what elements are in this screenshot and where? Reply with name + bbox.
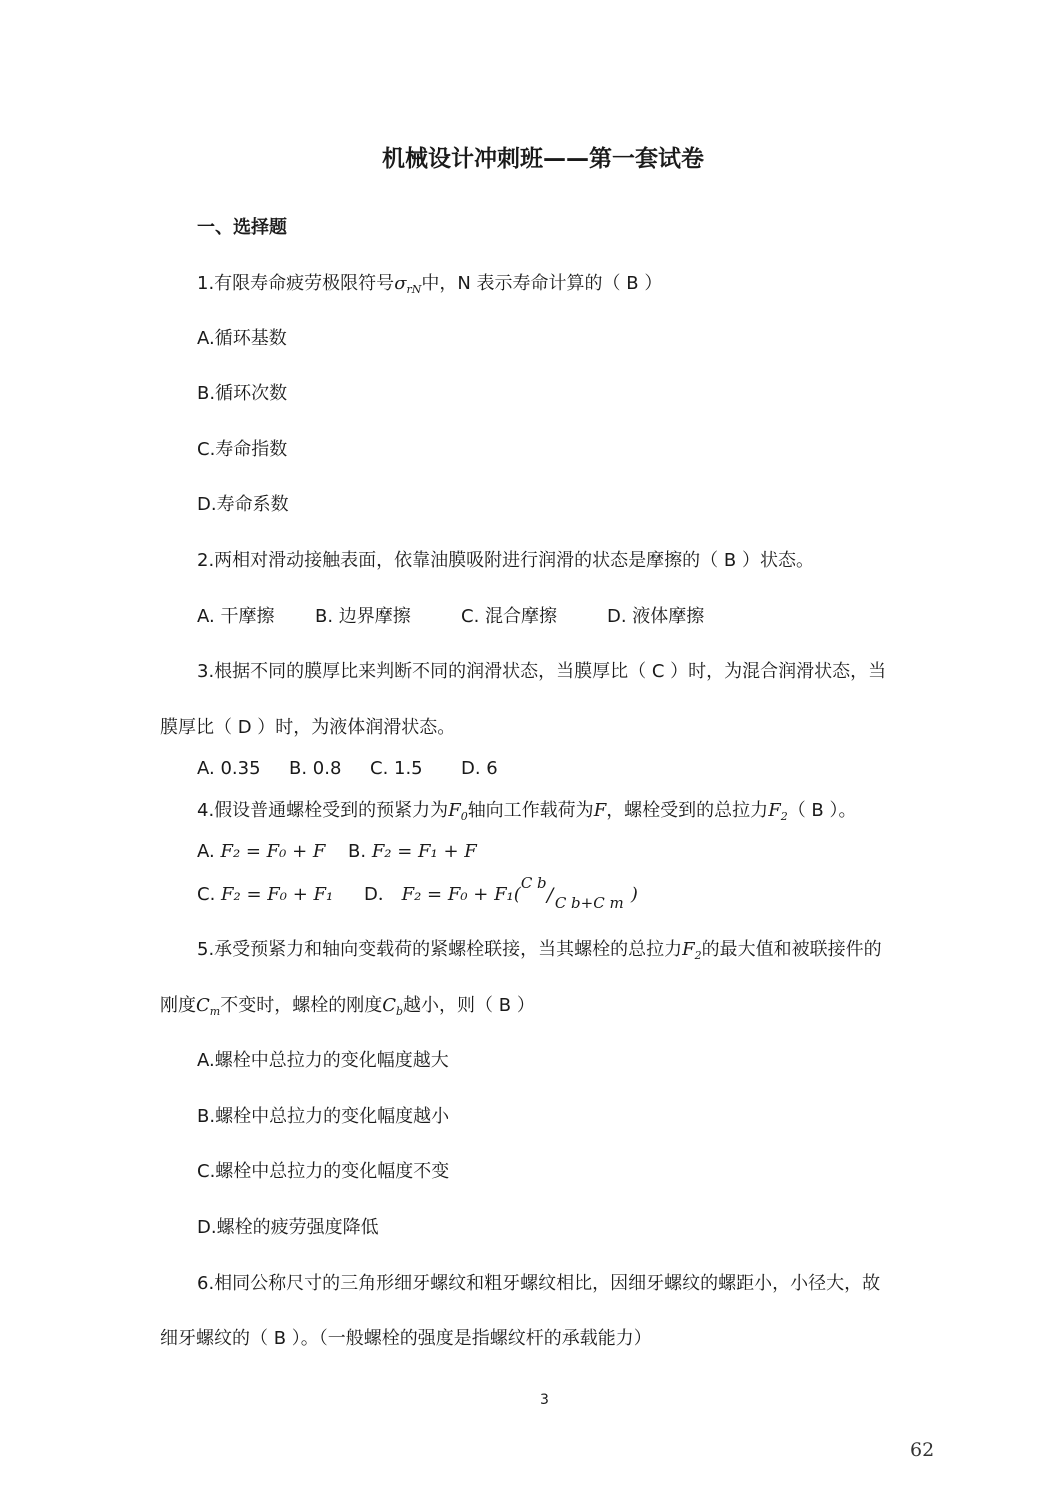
question-3-option-b: B. 0.8 (289, 758, 342, 779)
question-5-option-b: B.螺栓中总拉力的变化幅度越小 (197, 1106, 450, 1127)
question-5-stem-d: 不变时，螺栓的刚度 (220, 995, 383, 1016)
option-a-formula: F₂ = F₀ + F (220, 841, 326, 862)
question-4-option-a: A. F₂ = F₀ + F (197, 841, 326, 862)
option-b-formula: F₂ = F₁ + F (371, 841, 477, 862)
question-5-option-c: C.螺栓中总拉力的变化幅度不变 (197, 1161, 450, 1182)
question-4-stem (197, 799, 856, 829)
question-3-option-c: C. 1.5 (370, 758, 423, 779)
question-3-option-d: D. 6 (461, 758, 498, 779)
question-1-stem-b: 中，N 表示寿命计算的（ B ） (421, 273, 663, 294)
question-2-option-b: B. 边界摩擦 (315, 606, 411, 627)
question-1-option-a: A.循环基数 (197, 328, 287, 349)
question-4-stem-c: ，螺栓受到的总拉力 (606, 800, 769, 821)
section-heading: 一、选择题 (197, 217, 287, 238)
question-1-option-d: D.寿命系数 (197, 494, 289, 515)
question-1-stem (197, 272, 662, 302)
question-4-option-c: C. F₂ = F₀ + F₁ (197, 884, 334, 905)
question-4-stem-d: （ B ）。 (787, 800, 857, 821)
question-1-stem-a: 1.有限寿命疲劳极限符号 (197, 273, 395, 294)
stiffness-fraction: C b / C b+C m (521, 883, 631, 907)
question-2-option-d: D. 液体摩擦 (607, 606, 705, 627)
question-4-option-b: B. F₂ = F₁ + F (348, 841, 477, 862)
page-title: 机械设计冲刺班——第一套试卷 (382, 146, 704, 172)
question-5-stem-line1 (197, 938, 882, 968)
question-6-stem-line1: 6.相同公称尺寸的三角形细牙螺纹和粗牙螺纹相比，因细牙螺纹的螺距小，小径大，故 (197, 1273, 881, 1294)
f2-symbol: $F_2$ (768, 800, 788, 823)
outer-page-number: 62 (910, 1439, 935, 1461)
question-4-stem-a: 4.假设普通螺栓受到的预紧力为 (197, 800, 449, 821)
question-1-option-c: C.寿命指数 (197, 439, 288, 460)
f-symbol: F (593, 800, 607, 821)
fraction-denominator: C b+C m (554, 894, 624, 912)
question-2-stem: 2.两相对滑动接触表面，依靠油膜吸附进行润滑的状态是摩擦的（ B ）状态。 (197, 550, 814, 571)
question-3-stem-line1: 3.根据不同的膜厚比来判断不同的润滑状态，当膜厚比（ C ）时，为混合润滑状态，当 (197, 661, 887, 682)
question-5-stem-c: 刚度 (160, 995, 196, 1016)
option-d-formula: F₂ = F₀ + F₁( (401, 884, 521, 905)
question-5-option-d: D.螺栓的疲劳强度降低 (197, 1217, 379, 1238)
f0-symbol: $F_0$ (448, 800, 468, 823)
f2-symbol: $F_2$ (682, 939, 702, 962)
question-5-option-a: A.螺栓中总拉力的变化幅度越大 (197, 1050, 449, 1071)
question-2-option-a: A. 干摩擦 (197, 606, 275, 627)
question-6-stem-line2: 细牙螺纹的（ B ）。（一般螺栓的强度是指螺纹杆的承载能力） (160, 1328, 652, 1349)
cm-symbol: $C_m$ (196, 995, 221, 1018)
sigma-symbol: $\sigma_{rN}$ (394, 273, 422, 296)
question-5-stem-b: 的最大值和被联接件的 (701, 939, 882, 960)
fraction-numerator: C b (520, 874, 547, 892)
closing-paren: ) (630, 884, 638, 905)
question-2-option-c: C. 混合摩擦 (461, 606, 558, 627)
option-c-formula: F₂ = F₀ + F₁ (221, 884, 334, 905)
question-4-option-d: D． F₂ = F₀ + F₁( C b / C b+C m ) (364, 883, 638, 907)
question-5-stem-a: 5.承受预紧力和轴向变载荷的紧螺栓联接，当其螺栓的总拉力 (197, 939, 683, 960)
question-4-stem-b: 轴向工作载荷为 (467, 800, 594, 821)
question-3-option-a: A. 0.35 (197, 758, 261, 779)
question-1-option-b: B.循环次数 (197, 383, 288, 404)
page-number: 3 (540, 1392, 549, 1408)
cb-symbol: $C_b$ (382, 995, 404, 1018)
question-5-stem-e: 越小，则（ B ） (403, 995, 535, 1016)
question-5-stem-line2 (160, 994, 535, 1024)
question-3-stem-line2: 膜厚比（ D ）时，为液体润滑状态。 (160, 717, 456, 738)
